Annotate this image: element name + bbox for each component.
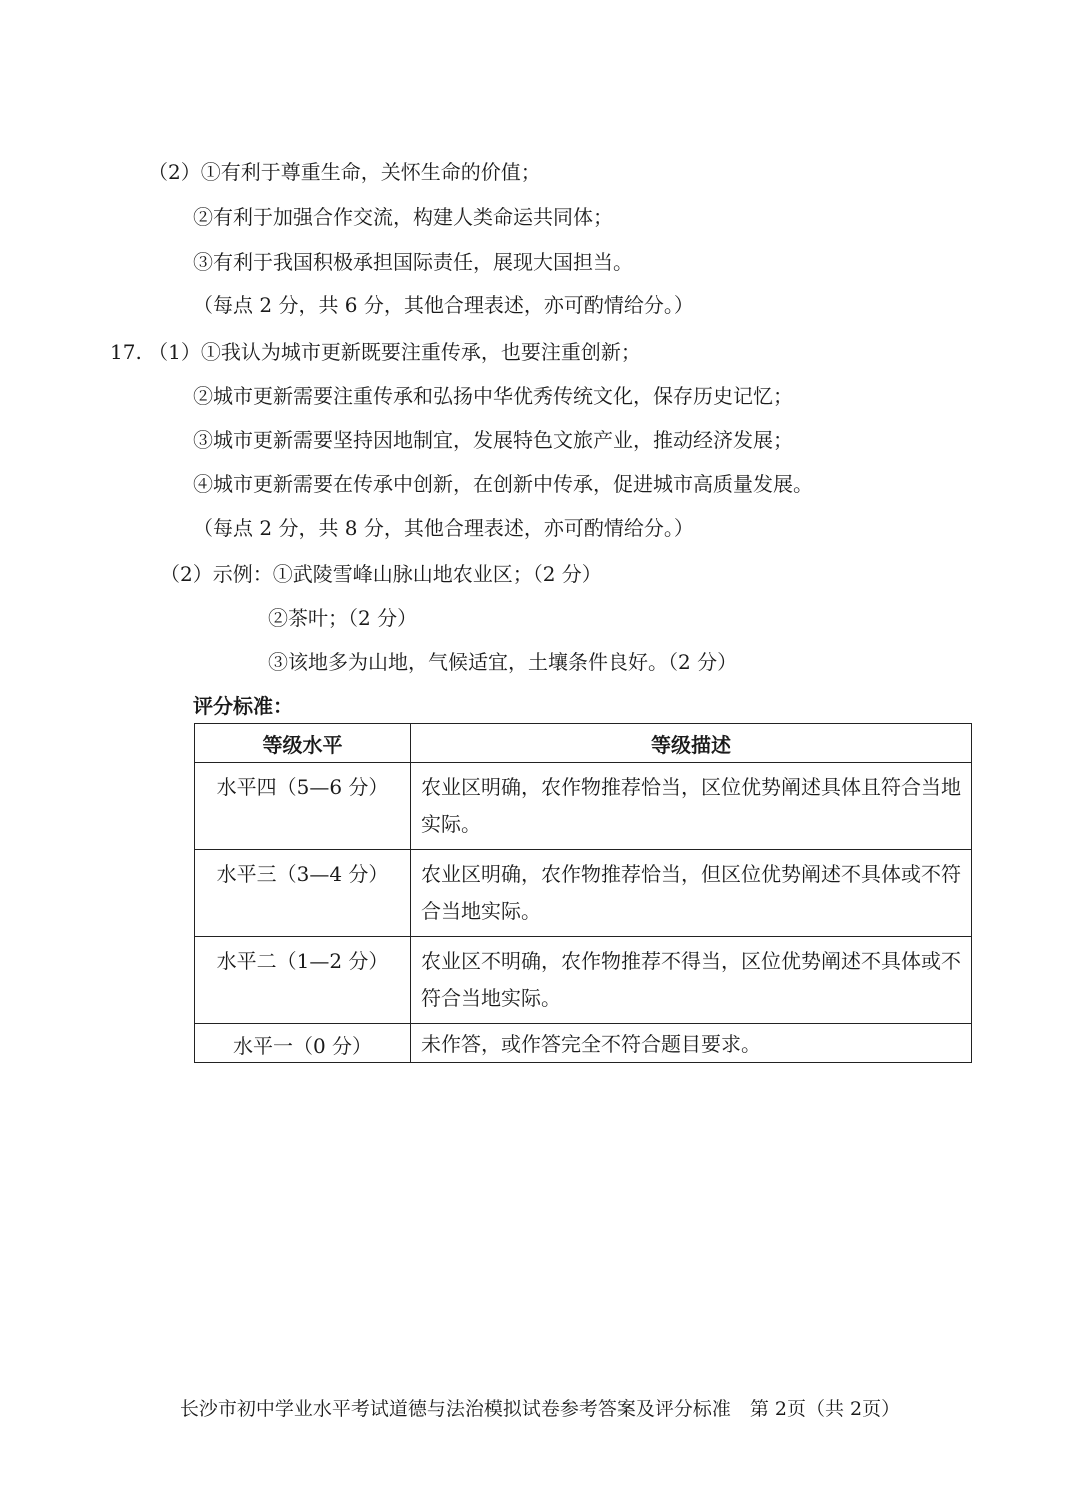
q17-part1-point3: ③城市更新需要坚持因地制宜，发展特色文旅产业，推动经济发展；: [193, 428, 793, 452]
q16-part2-point1: （2）①有利于尊重生命，关怀生命的价值；: [148, 160, 541, 184]
level-cell: 水平三（3—4 分）: [195, 850, 411, 937]
q16-part2-point2: ②有利于加强合作交流，构建人类命运共同体；: [193, 205, 613, 229]
column-header-level: 等级水平: [195, 724, 411, 763]
q17-part1-point2: ②城市更新需要注重传承和弘扬中华优秀传统文化，保存历史记忆；: [193, 384, 793, 408]
q17-part2-line2: ②茶叶；（2 分）: [268, 606, 418, 630]
grading-table: [194, 723, 972, 1063]
page-footer: 长沙市初中学业水平考试道德与法治模拟试卷参考答案及评分标准 第 2页（共 2页）: [179, 1398, 901, 1420]
level-cell: 水平四（5—6 分）: [195, 763, 411, 850]
q17-part1-point4: ④城市更新需要在传承中创新，在创新中传承，促进城市高质量发展。: [193, 472, 813, 496]
q17-part1-point1: 17. （1）①我认为城市更新既要注重传承，也要注重创新；: [110, 340, 641, 364]
table-row: [195, 937, 972, 1024]
description-cell: 农业区不明确，农作物推荐不得当，区位优势阐述不具体或不符合当地实际。: [411, 937, 972, 1024]
column-header-description: 等级描述: [411, 724, 972, 763]
table-row: [195, 850, 972, 937]
q16-part2-point3: ③有利于我国积极承担国际责任，展现大国担当。: [193, 250, 633, 274]
q17-part2-line1: （2）示例：①武陵雪峰山脉山地农业区；（2 分）: [160, 562, 602, 586]
table-row: [195, 1024, 972, 1063]
q17-part2-line3: ③该地多为山地，气候适宜，土壤条件良好。（2 分）: [268, 650, 738, 674]
level-cell: 水平二（1—2 分）: [195, 937, 411, 1024]
table-header-row: [195, 724, 972, 763]
table-row: [195, 763, 972, 850]
q17-part1-scoring-note: （每点 2 分，共 8 分，其他合理表述，亦可酌情给分。）: [193, 516, 694, 540]
level-cell: 水平一（0 分）: [195, 1024, 411, 1063]
description-cell: 农业区明确，农作物推荐恰当，但区位优势阐述不具体或不符合当地实际。: [411, 850, 972, 937]
grading-heading: 评分标准：: [193, 694, 293, 718]
q16-part2-scoring-note: （每点 2 分，共 6 分，其他合理表述，亦可酌情给分。）: [193, 293, 694, 317]
description-cell: 未作答，或作答完全不符合题目要求。: [411, 1024, 972, 1063]
description-cell: 农业区明确，农作物推荐恰当，区位优势阐述具体且符合当地实际。: [411, 763, 972, 850]
